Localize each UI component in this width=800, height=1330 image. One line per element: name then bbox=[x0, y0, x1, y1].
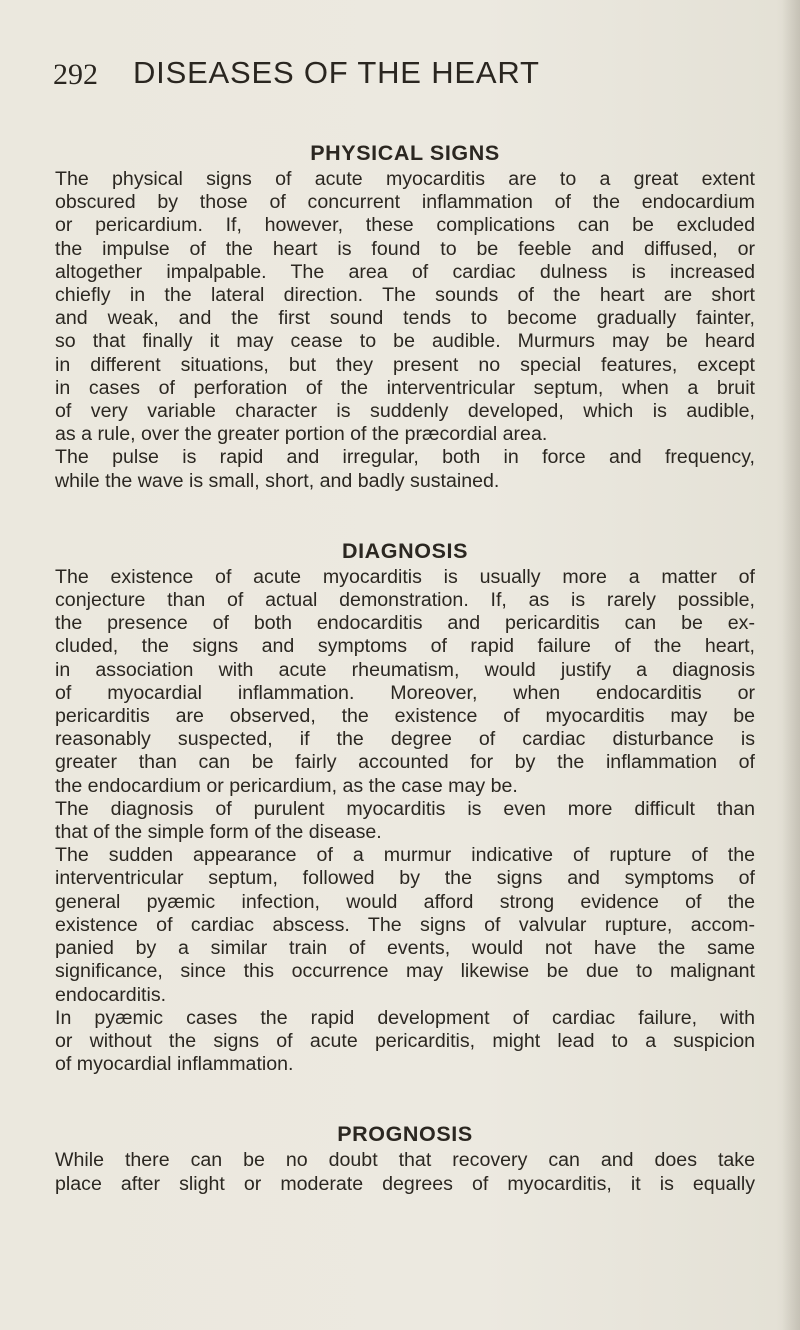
text-line: endocarditis. bbox=[55, 983, 167, 1006]
text-line: The existence of acute myocarditis is usually more a matter of bbox=[55, 565, 755, 588]
text-line: panied by a similar train of events, would not have the same bbox=[55, 937, 755, 960]
text-line: while the wave is small, short, and badly sustained. bbox=[55, 469, 500, 492]
section-prognosis-heading: PROGNOSIS bbox=[337, 1122, 473, 1147]
paragraph bbox=[55, 168, 755, 446]
text-line: that of the simple form of the disease. bbox=[55, 821, 382, 844]
paragraph bbox=[55, 566, 755, 798]
text-line: or without the signs of acute pericarditis, might lead to a suspicion bbox=[55, 1029, 755, 1052]
text-line: the impulse of the heart is found to be feeble and diffused, or bbox=[55, 237, 755, 260]
text-line: in different situations, but they present no special features, except bbox=[55, 353, 755, 376]
paragraph bbox=[55, 798, 755, 844]
text-line: greater than can be fairly accounted for by the inflammation of bbox=[55, 751, 755, 774]
text-line: In pyæmic cases the rapid development of cardiac failure, with bbox=[55, 1006, 755, 1029]
text-line: of very variable character is suddenly developed, which is audible, bbox=[55, 400, 755, 423]
text-line: as a rule, over the greater portion of the præcordial area. bbox=[55, 423, 548, 446]
text-line: significance, since this occurrence may likewise be due to malignant bbox=[55, 960, 755, 983]
paragraph bbox=[55, 446, 755, 492]
paragraph bbox=[55, 844, 755, 1006]
page-edge-shadow bbox=[782, 0, 800, 1330]
text-line: cluded, the signs and symptoms of rapid failure of the heart, bbox=[55, 635, 755, 658]
text-line: altogether impalpable. The area of cardiac dulness is increased bbox=[55, 260, 755, 283]
text-line: The pulse is rapid and irregular, both in force and frequency, bbox=[55, 446, 755, 469]
text-line: the presence of both endocarditis and pericarditis can be ex- bbox=[55, 612, 755, 635]
text-line: The sudden appearance of a murmur indicative of rupture of the bbox=[55, 844, 755, 867]
text-line: interventricular septum, followed by the signs and symptoms of bbox=[55, 867, 755, 890]
text-line: in association with acute rheumatism, would justify a diagnosis bbox=[55, 658, 755, 681]
running-header bbox=[0, 52, 800, 96]
text-line: While there can be no doubt that recovery can and does take bbox=[55, 1149, 755, 1172]
text-line: place after slight or moderate degrees of myocarditis, it is equally bbox=[55, 1172, 755, 1195]
text-line: reasonably suspected, if the degree of cardiac disturbance is bbox=[55, 728, 755, 751]
page-number: 292 bbox=[53, 58, 98, 91]
text-line: of myocardial inflammation. bbox=[55, 1053, 294, 1076]
page-body bbox=[55, 138, 755, 1196]
text-line: conjecture than of actual demonstration. If, as is rarely possible, bbox=[55, 589, 755, 612]
paragraph bbox=[55, 1007, 755, 1077]
text-line: of myocardial inflammation. Moreover, when endocarditis or bbox=[55, 681, 755, 704]
text-line: general pyæmic infection, would afford strong evidence of the bbox=[55, 890, 755, 913]
text-line: pericarditis are observed, the existence of myocarditis may be bbox=[55, 705, 755, 728]
text-line: so that finally it may cease to be audible. Murmurs may be heard bbox=[55, 330, 755, 353]
text-line: The physical signs of acute myocarditis are to a great extent bbox=[55, 168, 755, 190]
text-line: in cases of perforation of the interventricular septum, when a bruit bbox=[55, 376, 755, 399]
text-line: or pericardium. If, however, these complications can be excluded bbox=[55, 214, 755, 237]
text-line: the endocardium or pericardium, as the case may be. bbox=[55, 774, 518, 797]
section-diagnosis-heading: DIAGNOSIS bbox=[341, 538, 469, 563]
text-line: existence of cardiac abscess. The signs of valvular rupture, accom- bbox=[55, 913, 755, 936]
text-line: The diagnosis of purulent myocarditis is even more difficult than bbox=[55, 797, 755, 820]
running-title: DISEASES OF THE HEART bbox=[133, 55, 540, 90]
text-line: obscured by those of concurrent inflammation of the endocardium bbox=[55, 191, 755, 214]
text-line: and weak, and the first sound tends to become gradually fainter, bbox=[55, 307, 755, 330]
text-line: chiefly in the lateral direction. The sounds of the heart are short bbox=[55, 284, 755, 307]
section-physical-signs-heading: PHYSICAL SIGNS bbox=[310, 141, 500, 165]
paragraph bbox=[55, 1149, 755, 1195]
